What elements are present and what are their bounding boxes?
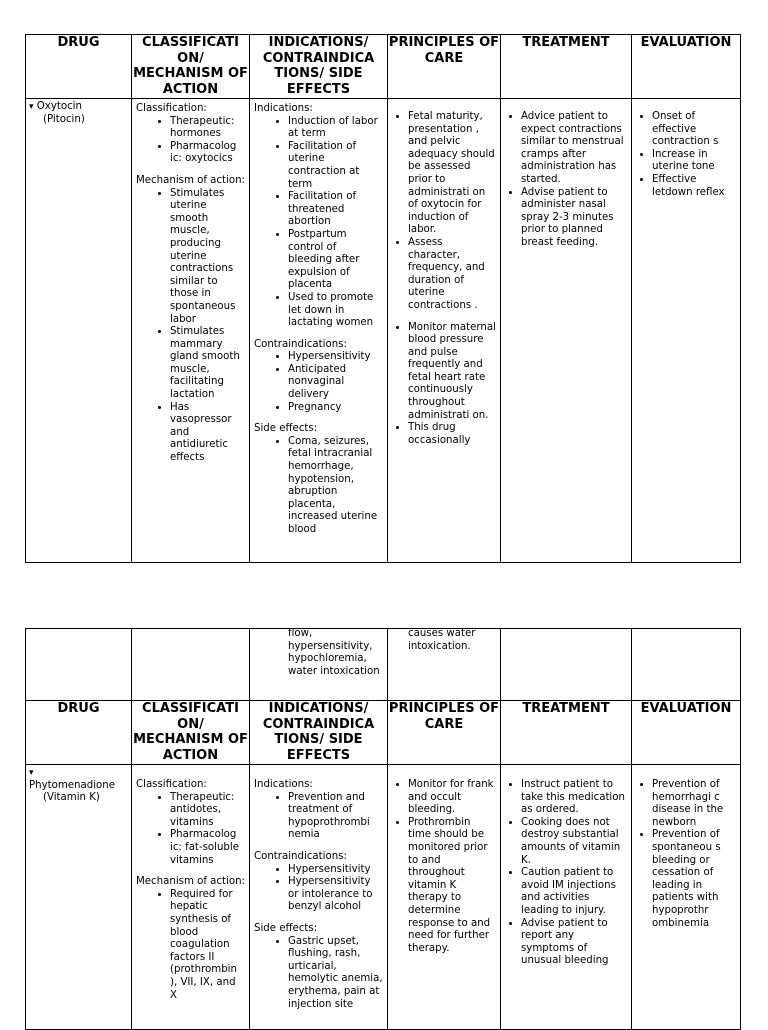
side-effects-continued: flow, hypersensitivity, hypochloremia, water intoxication [288, 628, 380, 677]
header-classification: CLASSIFICATI ON/ MECHANISM OF ACTION [133, 701, 248, 763]
drug-name: Oxytocin [36, 101, 82, 112]
list-item: • Facilitation of threatened abortion [288, 191, 383, 229]
header-indications: INDICATIONS/ CONTRAINDICA TIONS/ SIDE EFFECTS [250, 701, 388, 765]
drug-table-vitamin-k [25, 628, 741, 1030]
list-item: • Pharmacolog ic: oxytocics [170, 141, 245, 166]
list-item: • Hypersensitivity or intolerance to benzyl alcohol [288, 876, 383, 914]
header-classification: CLASSIFICATI ON/ MECHANISM OF ACTION [133, 35, 248, 97]
mechanism-label: Mechanism of action: [136, 876, 245, 888]
list-item: • Pharmacolog ic: fat-soluble vitamins [170, 829, 245, 867]
list-item: • Caution patient to avoid IM injections and activities leading to injury. [521, 867, 627, 917]
list-item: • Advise patient to administer nasal spray 2-3 minutes prior to planned breast feeding. [521, 187, 627, 250]
list-item: • Pregnancy [288, 402, 383, 415]
list-item: • Has vasopressor and antidiuretic effects [170, 402, 245, 465]
principles-cell [388, 765, 501, 1030]
classification-label: Classification: [136, 103, 207, 114]
list-item: • Prevention of hemorrhagi c disease in the newborn [652, 779, 736, 829]
continuation-row [26, 629, 741, 701]
classification-list [136, 792, 245, 868]
drug-brand: (Vitamin K) [43, 792, 100, 804]
indications-list [254, 792, 383, 842]
indications-cell [250, 99, 388, 563]
list-item: • Assess character, frequency, and duration of uterine contractions . [408, 237, 496, 313]
evaluation-cell [632, 765, 741, 1030]
list-item: • Facilitation of uterine contraction at term [288, 141, 383, 191]
drug-cell [26, 765, 132, 1030]
classification-cell [132, 99, 250, 563]
list-item: • Advice patient to expect contractions similar to menstrual cramps after administration has started. [521, 111, 627, 187]
list-item: • Coma, seizures, fetal intracranial hemorrhage, hypotension, abruption placenta, increased uterine blood [288, 436, 383, 537]
list-item: • Onset of effective contraction s [652, 111, 736, 149]
list-item: • Therapeutic: antidotes, vitamins [170, 792, 245, 830]
treatment-cell [501, 765, 632, 1030]
table-row [26, 99, 741, 563]
treatment-list [505, 111, 627, 250]
mechanism-list [136, 188, 245, 465]
collapse-arrow-icon[interactable]: ▾ [29, 102, 34, 112]
list-item: • Gastric upset, flushing, rash, urticarial, hemolytic anemia, erythema, pain at injection site [288, 936, 383, 1012]
side-effects-list [254, 436, 383, 537]
side-effects-list [254, 936, 383, 1012]
header-treatment: TREATMENT [501, 35, 632, 99]
evaluation-cell [632, 99, 741, 563]
header-principles: PRINCIPLES OF CARE [388, 35, 501, 99]
contraindications-list [254, 351, 383, 414]
list-item: • Required for hepatic synthesis of blood coagulation factors II (prothrombin ), VII, IX, and X [170, 889, 245, 1002]
list-item: • Monitor for frank and occult bleeding. [408, 779, 496, 817]
classification-list [136, 116, 245, 166]
drug-table-oxytocin [25, 34, 741, 563]
list-item: • Hypersensitivity [288, 864, 383, 877]
header-indications: INDICATIONS/ CONTRAINDICA TIONS/ SIDE EFFECTS [250, 35, 388, 99]
principles-list [392, 779, 496, 955]
evaluation-list [636, 779, 736, 930]
list-item: • Hypersensitivity [288, 351, 383, 364]
principles-continued: causes water intoxication. [408, 628, 476, 652]
principles-list [392, 111, 496, 447]
side-effects-label: Side effects: [254, 423, 318, 435]
list-item: • Fetal maturity, presentation , and pelvic adequacy should be assessed prior to administrati on of oxytocin for induction of labor. [408, 111, 496, 237]
list-item: • Therapeutic: hormones [170, 116, 245, 141]
indications-list [254, 116, 383, 330]
list-item: • Instruct patient to take this medication as ordered. [521, 779, 627, 817]
principles-cell [388, 99, 501, 563]
list-item: • Cooking does not destroy substantial amounts of vitamin K. [521, 817, 627, 867]
table-row [26, 765, 741, 1030]
indications-cell [250, 765, 388, 1030]
indications-label: Indications: [254, 103, 313, 114]
list-item: • Increase in uterine tone [652, 149, 736, 174]
collapse-arrow-icon[interactable]: ▾ [29, 768, 34, 778]
list-item: • Prevention of spontaneou s bleeding or cessation of leading in patients with hypoprothr ombinemia [652, 829, 736, 930]
side-effects-label: Side effects: [254, 922, 318, 934]
list-item: • Effective letdown reflex [652, 174, 736, 199]
classification-cell [132, 765, 250, 1030]
header-principles: PRINCIPLES OF CARE [388, 701, 501, 765]
list-item: • Monitor maternal blood pressure and pulse frequently and fetal heart rate continuously throughout administrati on. [408, 322, 496, 423]
contraindications-list [254, 864, 383, 914]
contraindications-label: Contraindications: [254, 850, 347, 862]
contraindications-label: Contraindications: [254, 338, 347, 350]
treatment-list [505, 779, 627, 968]
indications-label: Indications: [254, 779, 313, 790]
list-item: • Advise patient to report any symptoms of unusual bleeding [521, 918, 627, 968]
list-item: • Stimulates mammary gland smooth muscle, facilitating lactation [170, 326, 245, 402]
drug-brand: (Pitocin) [43, 113, 85, 125]
drug-cell [26, 99, 132, 563]
evaluation-list [636, 111, 736, 199]
classification-label: Classification: [136, 779, 207, 790]
mechanism-label: Mechanism of action: [136, 174, 245, 186]
header-evaluation: EVALUATION [632, 701, 741, 765]
header-drug: DRUG [26, 35, 132, 99]
treatment-cell [501, 99, 632, 563]
principles-continued-cell [388, 629, 501, 701]
list-item: • Induction of labor at term [288, 116, 383, 141]
list-item: • Prevention and treatment of hypoprothrombi nemia [288, 792, 383, 842]
table-header-row [26, 35, 741, 99]
header-treatment: TREATMENT [501, 701, 632, 765]
list-item: • Prothrombin time should be monitored prior to and throughout vitamin K therapy to determine response to and need for further therapy. [408, 817, 496, 956]
list-item: • Anticipated nonvaginal delivery [288, 364, 383, 402]
header-drug: DRUG [26, 701, 132, 765]
mechanism-list [136, 889, 245, 1002]
indications-continued-cell [250, 629, 388, 701]
list-item: • Stimulates uterine smooth muscle, producing uterine contractions similar to those in spontaneous labor [170, 188, 245, 327]
list-item: • Postpartum control of bleeding after expulsion of placenta [288, 229, 383, 292]
list-item: • Used to promote let down in lactating women [288, 292, 383, 330]
header-evaluation: EVALUATION [632, 35, 741, 99]
list-item: • This drug occasionally [408, 422, 496, 447]
drug-name: Phytomenadione [29, 779, 116, 791]
table-header-row [26, 701, 741, 765]
